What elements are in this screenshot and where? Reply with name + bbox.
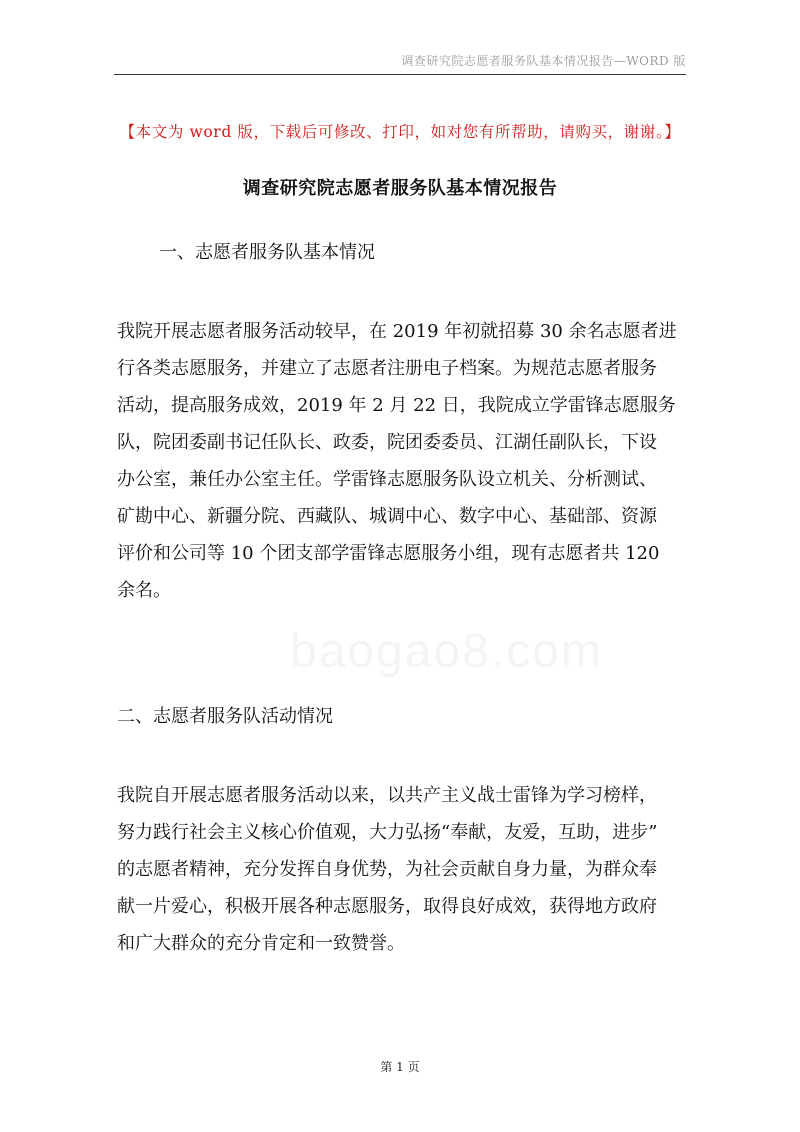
site-watermark: baogao8.com	[290, 625, 603, 678]
paragraph-line: 余名。	[117, 580, 171, 601]
download-notice: 【本文为 word 版，下载后可修改、打印，如对您有所帮助，请购买，谢谢。】	[119, 123, 681, 141]
paragraph-line: 的志愿者精神，充分发挥自身优势，为社会贡献自身力量，为群众奉	[117, 859, 657, 880]
paragraph-line: 和广大群众的充分肯定和一致赞誉。	[117, 933, 405, 954]
paragraph-line: 矿勘中心、新疆分院、西藏队、城调中心、数字中心、基础部、资源	[117, 506, 657, 527]
document-title: 调查研究院志愿者服务队基本情况报告	[242, 178, 558, 199]
paragraph-line: 评价和公司等 10 个团支部学雷锋志愿服务小组，现有志愿者共 120	[117, 543, 660, 564]
page-number: 第 1 页	[380, 1060, 420, 1074]
paragraph-line: 队，院团委副书记任队长、政委，院团委委员、江湖任副队长，下设	[117, 432, 657, 453]
running-header: 调查研究院志愿者服务队基本情况报告—WORD 版	[401, 54, 686, 68]
paragraph-line: 献一片爱心，积极开展各种志愿服务，取得良好成效，获得地方政府	[117, 896, 657, 917]
paragraph-line: 行各类志愿服务，并建立了志愿者注册电子档案。为规范志愿者服务	[117, 358, 657, 379]
paragraph-line: 活动，提高服务成效，2019 年 2 月 22 日，我院成立学雷锋志愿服务	[117, 395, 676, 416]
paragraph-line: 我院开展志愿者服务活动较早，在 2019 年初就招募 30 余名志愿者进	[117, 321, 677, 342]
section-body-1	[117, 313, 693, 609]
paragraph-line: 努力践行社会主义核心价值观，大力弘扬“奉献，友爱，互助，进步”	[117, 822, 658, 843]
paragraph-line: 我院自开展志愿者服务活动以来，以共产主义战士雷锋为学习榜样，	[117, 785, 657, 806]
section-heading-1: 一、志愿者服务队基本情况	[159, 242, 375, 263]
header-divider	[114, 74, 686, 75]
section-heading-2: 二、志愿者服务队活动情况	[117, 706, 333, 727]
paragraph-line: 办公室，兼任办公室主任。学雷锋志愿服务队设立机关、分析测试、	[117, 469, 657, 490]
section-body-2	[117, 777, 693, 962]
